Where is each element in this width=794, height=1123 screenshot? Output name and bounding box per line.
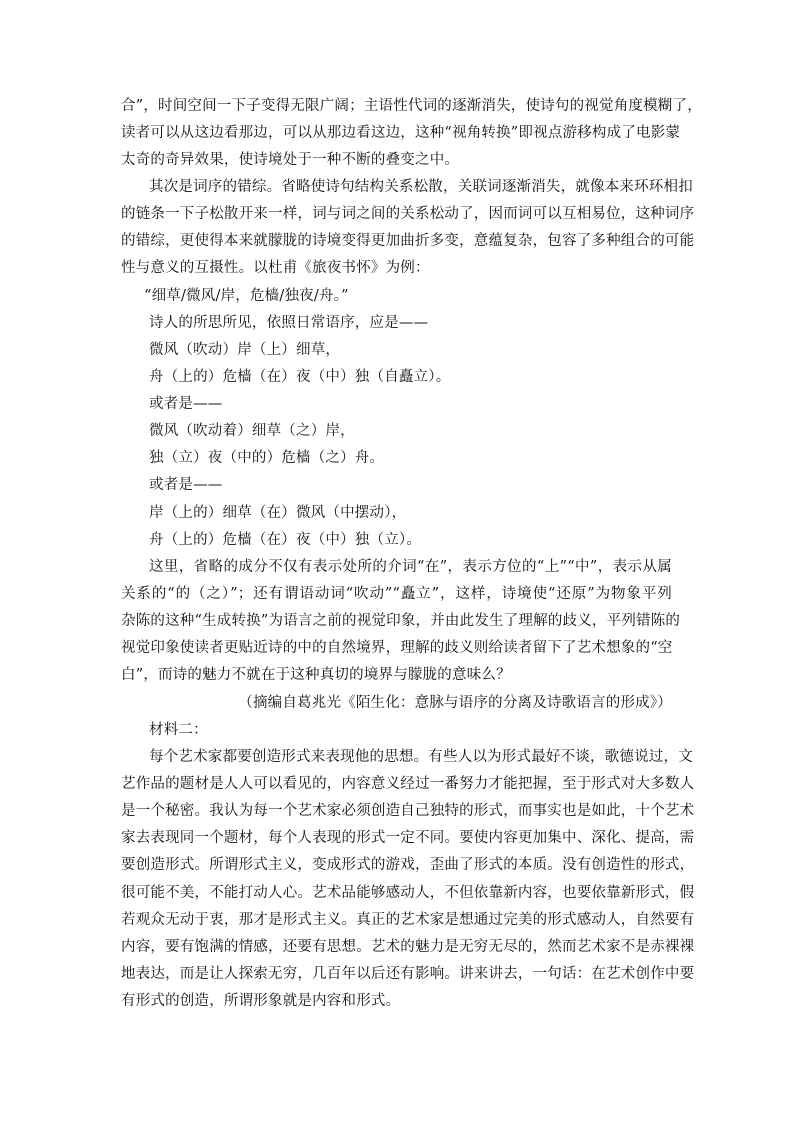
paragraph-line: 太奇的奇异效果，使诗境处于一种不断的叠变之中。 (121, 152, 460, 168)
paragraph-line: 独（立）夜（中的）危樯（之）舟。 (149, 450, 385, 466)
paragraph-line: 或者是—— (149, 396, 223, 412)
paragraph-line: 合”，时间空间一下子变得无限广阔；主语性代词的逐渐消失，使诗句的视觉角度模糊了， (121, 98, 702, 114)
paragraph-line: 家去表现同一个题材，每个人表现的形式一定不同。要使内容更加集中、深化、提高，需 (121, 830, 695, 846)
paragraph-line: 有形式的创造，所谓形象就是内容和形式。 (121, 993, 401, 1009)
paragraph-line: 艺作品的题材是人人可以看见的，内容意义经过一番努力才能把握，至于形式对大多数人 (121, 776, 695, 792)
paragraph-line: 性与意义的互摄性。以杜甫《旅夜书怀》为例： (121, 260, 430, 276)
paragraph-line: 关系的“的（之）”；还有谓语动词“吹动”“矗立”，这样，诗境使“还原”为物象平列 (121, 586, 672, 602)
paragraph-line: 很可能不美，不能打动人心。艺术品能够感动人，不但依靠新内容，也要依靠新形式，假 (121, 885, 695, 901)
paragraph-line: 杂陈的这种“生成转换”为语言之前的视觉印象，并由此发生了理解的歧义，平列错陈的 (121, 613, 681, 629)
paragraph-line: 微风（吹动）岸（上）细草， (149, 342, 341, 358)
paragraph-line: 是一个秘密。我认为每一个艺术家必须创造自己独特的形式，而事实也是如此，十个艺术 (121, 803, 695, 819)
paragraph-line: 舟（上的）危樯（在）夜（中）独（自矗立）。 (149, 369, 451, 385)
paragraph-line: 的链条一下子松散开来一样，词与词之间的关系松动了，因而词可以互相易位，这种词序 (121, 206, 695, 222)
paragraph-line: 视觉印象使读者更贴近诗的中的自然境界，理解的歧义则给读者留下了艺术想象的“空 (121, 640, 673, 656)
paragraph-line: 每个艺术家都要创造形式来表现他的思想。有些人以为形式最好不谈，歌德说过，文 (149, 749, 693, 765)
paragraph-line: 其次是词序的错综。省略使诗句结构关系松散，关联词逐渐消失，就像本来环环相扣 (149, 179, 693, 195)
paragraph-line: 微风（吹动着）细草（之）岸， (149, 423, 355, 439)
paragraph-line: 若观众无动于衷，那才是形式主义。真正的艺术家是想通过完美的形式感动人，自然要有 (121, 912, 695, 928)
paragraph-line: 要创造形式。所谓形式主义，变成形式的游戏，歪曲了形式的本质。没有创造性的形式， (121, 857, 695, 873)
paragraph-line: 岸（上的）细草（在）微风（中摆动）， (149, 505, 407, 521)
poem-quote: “细草/微风/岸，危樯/独夜/舟。” (144, 288, 349, 304)
paragraph-line: 内容，要有饱满的情感，还要有思想。艺术的魅力是无穷无尽的，然而艺术家不是赤裸裸 (121, 939, 695, 955)
paragraph-line: 诗人的所思所见，依照日常语序，应是—— (149, 315, 429, 331)
paragraph-line: 地表达，而是让人探索无穷，几百年以后还有影响。讲来讲去，一句话：在艺术创作中要 (121, 966, 695, 982)
paragraph-line: 舟（上的）危樯（在）夜（中）独（立）。 (149, 532, 422, 548)
paragraph-line: 读者可以从这边看那边，可以从那边看这边，这种“视角转换”即视点游移构成了电影蒙 (121, 125, 681, 141)
paragraph-line: 白”，而诗的魅力不就在于这种真切的境界与朦胧的意味么？ (121, 667, 511, 683)
section-heading: 材料二： (149, 722, 208, 738)
paragraph-line: 这里，省略的成分不仅有表示处所的介词“在”，表示方位的“上”“中”，表示从属 (149, 559, 672, 575)
paragraph-line: 或者是—— (149, 477, 223, 493)
paragraph-line: 的错综，更使得本来就朦胧的诗境变得更加曲折多变，意蕴复杂，包容了多种组合的可能 (121, 233, 695, 249)
source-citation: （摘编自葛兆光《陌生化：意脉与语序的分离及诗歌语言的形成》） (238, 695, 672, 711)
